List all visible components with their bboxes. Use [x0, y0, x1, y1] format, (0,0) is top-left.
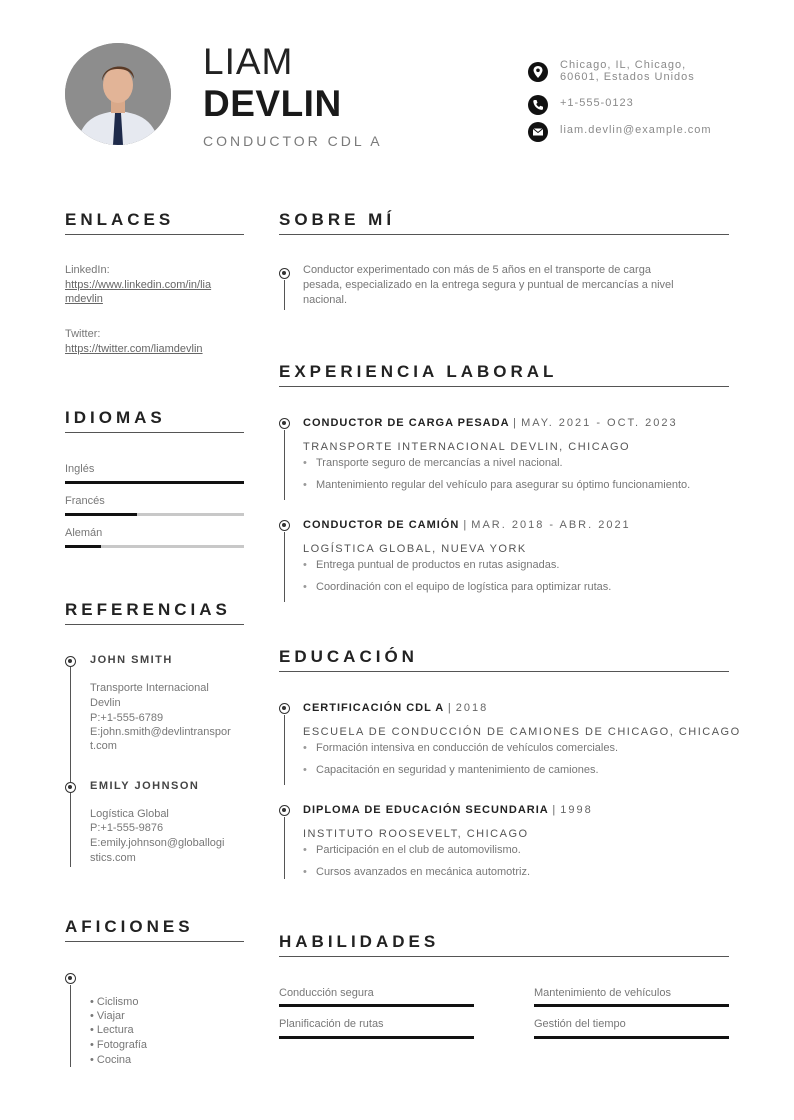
reference-name: JOHN SMITH: [90, 654, 173, 666]
timeline-marker-icon: [65, 656, 76, 667]
references-heading: REFERENCIAS: [65, 600, 231, 619]
education-school: INSTITUTO ROOSEVELT, CHICAGO: [303, 828, 529, 840]
about-divider: [279, 234, 729, 235]
experience-divider: [279, 386, 729, 387]
timeline-marker-icon: [65, 973, 76, 984]
links-divider: [65, 234, 244, 235]
timeline-marker-icon: [279, 805, 290, 816]
languages-divider: [65, 432, 244, 433]
job-company: LOGÍSTICA GLOBAL, NUEVA YORK: [303, 543, 527, 555]
hobby-item: • Fotografía: [90, 1039, 148, 1051]
job-bullet: • Coordinación con el equipo de logística para optimizar rutas.: [303, 581, 611, 593]
education-bullet: • Formación intensiva en conducción de vehículos comerciales.: [303, 742, 618, 754]
hobbies-heading: AFICIONES: [65, 917, 194, 936]
job-separator: |: [463, 519, 468, 531]
reference-line: Logística Global: [90, 808, 169, 820]
reference-line: Devlin: [90, 697, 121, 709]
language-bar-fill: [65, 513, 137, 516]
language-name: Alemán: [65, 527, 103, 539]
reference-line: E:john.smith@devlintranspor: [90, 726, 231, 738]
reference-name: EMILY JOHNSON: [90, 780, 200, 792]
reference-line: P:+1-555-6789: [90, 712, 164, 724]
education-degree: DIPLOMA DE EDUCACIÓN SECUNDARIA: [303, 804, 549, 816]
education-divider: [279, 671, 729, 672]
first-name: LIAM: [203, 41, 294, 82]
education-separator: |: [447, 702, 452, 714]
references-timeline-line: [70, 667, 71, 867]
skill-bar: [279, 1004, 474, 1007]
skill-name: Mantenimiento de vehículos: [534, 987, 671, 999]
skill-bar: [534, 1036, 729, 1039]
language-bar-track: [65, 545, 244, 548]
language-bar-fill: [65, 545, 101, 548]
language-bar-track: [65, 513, 244, 516]
skill-name: Planificación de rutas: [279, 1018, 384, 1030]
job-title: CONDUCTOR CDL A: [203, 133, 383, 149]
experience-heading: EXPERIENCIA LABORAL: [279, 362, 558, 381]
hobbies-divider: [65, 941, 244, 942]
language-name: Inglés: [65, 463, 95, 475]
education-timeline-line: [284, 715, 285, 785]
timeline-marker-icon: [279, 268, 290, 279]
about-timeline-line: [284, 280, 285, 310]
linkedin-link-line2[interactable]: mdevlin: [65, 293, 103, 305]
email-icon: [528, 122, 548, 142]
linkedin-label: LinkedIn:: [65, 264, 110, 276]
timeline-marker-icon: [279, 520, 290, 531]
education-school: ESCUELA DE CONDUCCIÓN DE CAMIONES DE CHICAGO, CHICAGO: [303, 726, 741, 738]
education-timeline-line: [284, 817, 285, 879]
reference-line: t.com: [90, 740, 117, 752]
hobby-item: • Viajar: [90, 1010, 125, 1022]
skill-bar: [279, 1036, 474, 1039]
education-degree: CERTIFICACIÓN CDL A: [303, 702, 444, 714]
job-role: CONDUCTOR DE CARGA PESADA: [303, 417, 510, 429]
contact-location-line2: 60601, Estados Unidos: [560, 71, 695, 83]
links-heading: ENLACES: [65, 210, 175, 229]
skill-bar: [534, 1004, 729, 1007]
education-heading-row: [303, 702, 488, 714]
skill-name: Gestión del tiempo: [534, 1018, 626, 1030]
job-date: MAR. 2018 - ABR. 2021: [471, 519, 631, 531]
education-separator: |: [552, 804, 557, 816]
last-name: DEVLIN: [203, 83, 342, 124]
timeline-marker-icon: [279, 703, 290, 714]
map-pin-icon: [528, 62, 548, 82]
education-bullet: • Participación en el club de automovilismo.: [303, 844, 521, 856]
job-bullet: • Entrega puntual de productos en rutas asignadas.: [303, 559, 559, 571]
about-text-line: pesada, especializado en la entrega segura y puntual de mercancías a nivel: [303, 279, 674, 291]
job-bullet: • Mantenimiento regular del vehículo para asegurar su óptimo funcionamiento.: [303, 479, 690, 491]
education-heading-row: [303, 804, 593, 816]
languages-heading: IDIOMAS: [65, 408, 166, 427]
hobby-item: • Cocina: [90, 1054, 132, 1066]
job-company: TRANSPORTE INTERNACIONAL DEVLIN, CHICAGO: [303, 441, 631, 453]
job-heading: [303, 519, 631, 531]
job-bullet: • Transporte seguro de mercancías a nivel nacional.: [303, 457, 563, 469]
education-heading: EDUCACIÓN: [279, 647, 418, 666]
experience-timeline-line: [284, 430, 285, 500]
about-text-line: Conductor experimentado con más de 5 años en el transporte de carga: [303, 264, 651, 276]
skills-divider: [279, 956, 729, 957]
job-date: MAY. 2021 - OCT. 2023: [521, 417, 678, 429]
person-photo-icon: [65, 43, 171, 145]
timeline-marker-icon: [279, 418, 290, 429]
references-divider: [65, 624, 244, 625]
job-heading: [303, 417, 678, 429]
about-text-line: nacional.: [303, 294, 348, 306]
education-date: 1998: [560, 804, 593, 816]
hobby-item: • Lectura: [90, 1024, 134, 1036]
phone-icon: [528, 95, 548, 115]
contact-phone: +1-555-0123: [560, 97, 634, 109]
language-bar-track: [65, 481, 244, 484]
reference-line: Transporte Internacional: [90, 682, 209, 694]
reference-line: P:+1-555-9876: [90, 822, 164, 834]
education-date: 2018: [455, 702, 489, 714]
hobby-item: • Ciclismo: [90, 996, 139, 1008]
contact-location-line1: Chicago, IL, Chicago,: [560, 59, 687, 71]
reference-line: stics.com: [90, 852, 136, 864]
twitter-label: Twitter:: [65, 328, 101, 340]
linkedin-link-line1[interactable]: https://www.linkedin.com/in/lia: [65, 279, 212, 291]
reference-line: E:emily.johnson@globallogi: [90, 837, 225, 849]
hobbies-timeline-line: [70, 985, 71, 1067]
language-bar-fill: [65, 481, 244, 484]
contact-email[interactable]: liam.devlin@example.com: [560, 124, 712, 136]
skill-name: Conducción segura: [279, 987, 374, 999]
education-bullet: • Capacitación en seguridad y mantenimiento de camiones.: [303, 764, 599, 776]
job-separator: |: [513, 417, 518, 429]
education-bullet: • Cursos avanzados en mecánica automotriz.: [303, 866, 530, 878]
experience-timeline-line: [284, 532, 285, 602]
language-name: Francés: [65, 495, 105, 507]
about-heading: SOBRE MÍ: [279, 210, 396, 229]
job-role: CONDUCTOR DE CAMIÓN: [303, 519, 460, 531]
profile-photo: [65, 43, 171, 145]
twitter-link[interactable]: https://twitter.com/liamdevlin: [65, 343, 203, 355]
skills-heading: HABILIDADES: [279, 932, 440, 951]
timeline-marker-icon: [65, 782, 76, 793]
